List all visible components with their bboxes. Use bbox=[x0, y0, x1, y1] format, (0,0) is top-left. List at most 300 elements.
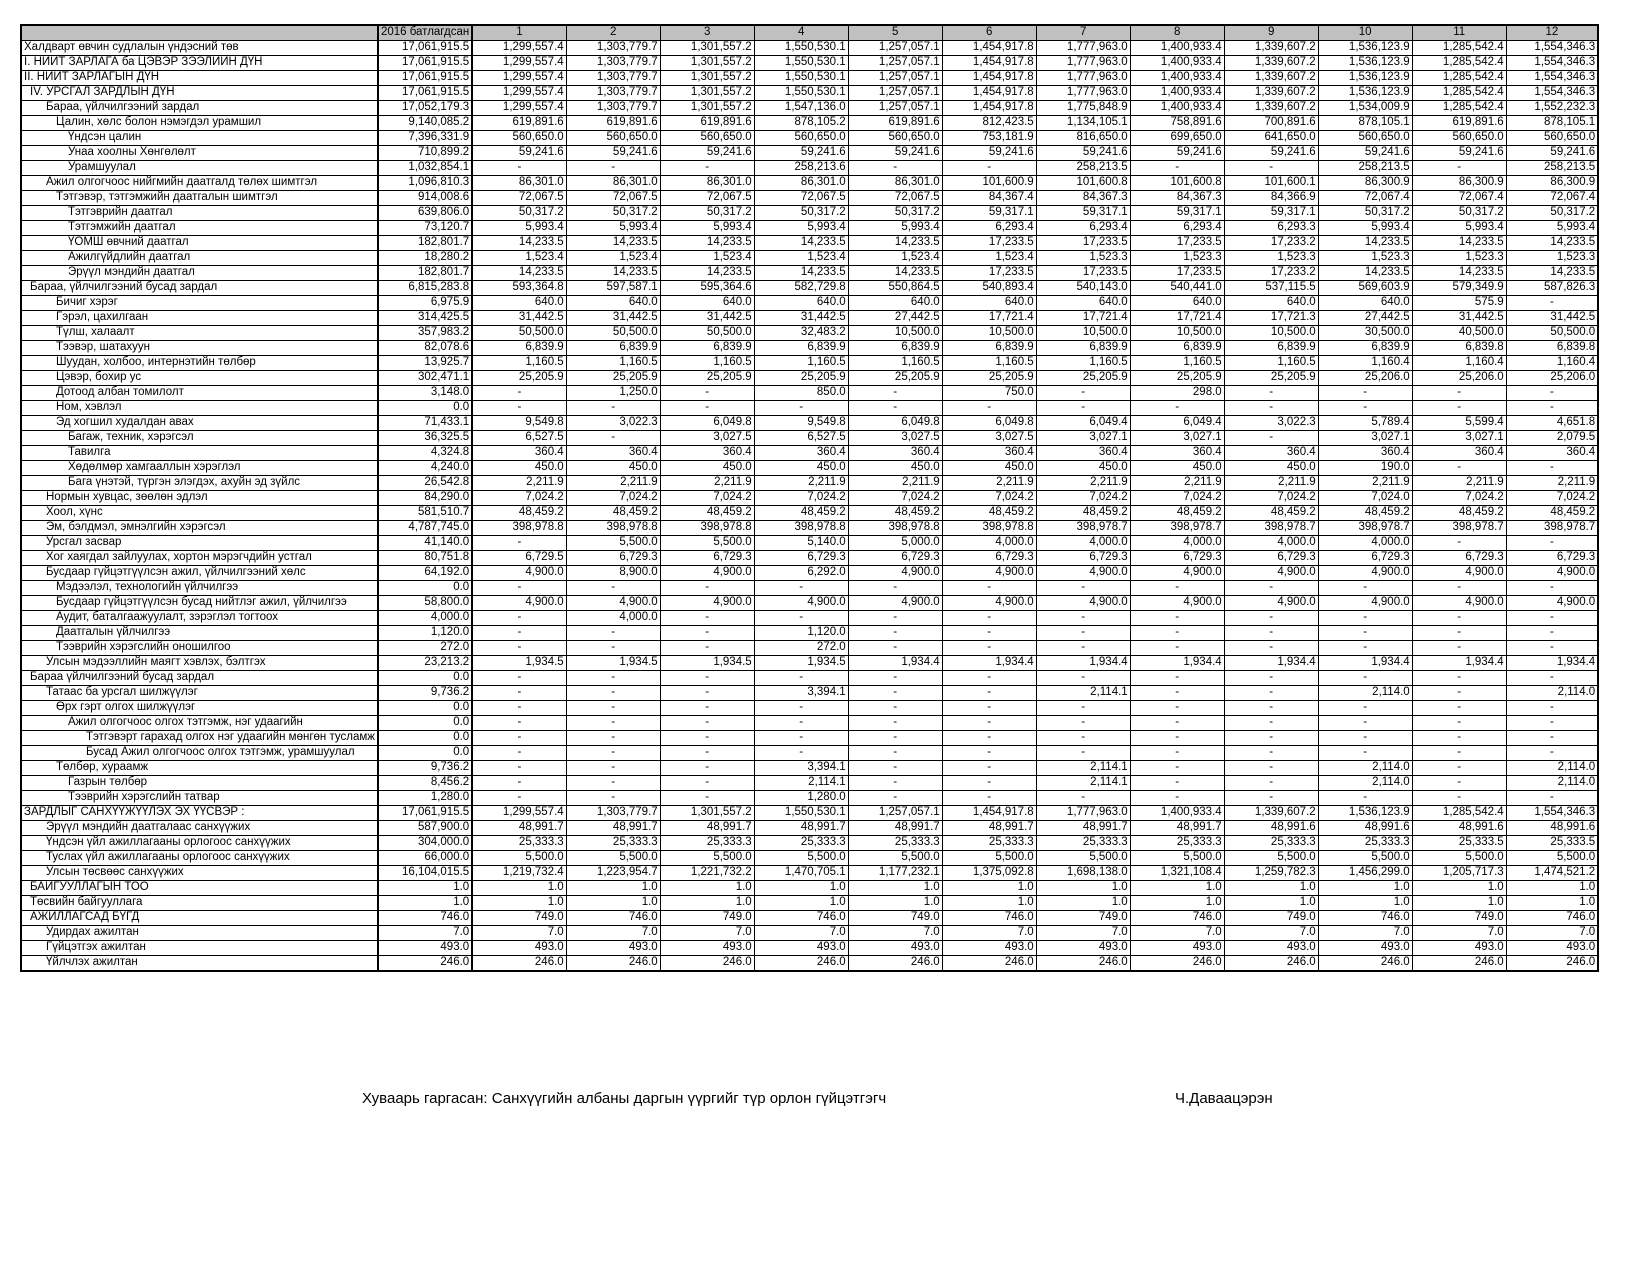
cell-month-6: - bbox=[942, 761, 1036, 776]
cell-month-5: 4,900.0 bbox=[848, 566, 942, 581]
cell-month-10: 5,993.4 bbox=[1318, 221, 1412, 236]
cell-month-7: - bbox=[1036, 716, 1130, 731]
table-row bbox=[21, 716, 1598, 731]
table-row bbox=[21, 341, 1598, 356]
cell-month-10: 50,317.2 bbox=[1318, 206, 1412, 221]
cell-month-5: - bbox=[848, 161, 942, 176]
cell-month-1: - bbox=[472, 761, 566, 776]
cell-month-5: 5,993.4 bbox=[848, 221, 942, 236]
table-row bbox=[21, 311, 1598, 326]
cell-month-7: 450.0 bbox=[1036, 461, 1130, 476]
cell-month-1: 6,839.9 bbox=[472, 341, 566, 356]
table-row bbox=[21, 611, 1598, 626]
cell-month-2: 7.0 bbox=[566, 926, 660, 941]
cell-month-11: - bbox=[1412, 776, 1506, 791]
cell-month-4: 450.0 bbox=[754, 461, 848, 476]
cell-month-8: 48,991.7 bbox=[1130, 821, 1224, 836]
cell-month-12: 86,300.9 bbox=[1506, 176, 1598, 191]
cell-month-11: 31,442.5 bbox=[1412, 311, 1506, 326]
cell-month-12: - bbox=[1506, 716, 1598, 731]
cell-month-10: 14,233.5 bbox=[1318, 236, 1412, 251]
cell-month-4: 48,459.2 bbox=[754, 506, 848, 521]
cell-month-12: 398,978.7 bbox=[1506, 521, 1598, 536]
cell-month-7: - bbox=[1036, 791, 1130, 806]
cell-month-6: - bbox=[942, 731, 1036, 746]
signer-name: Ч.Даваацэрэн bbox=[1175, 1090, 1273, 1107]
cell-month-1: 59,241.6 bbox=[472, 146, 566, 161]
cell-month-4: 32,483.2 bbox=[754, 326, 848, 341]
cell-month-11: - bbox=[1412, 716, 1506, 731]
cell-month-8: 7.0 bbox=[1130, 926, 1224, 941]
cell-month-12: 246.0 bbox=[1506, 956, 1598, 972]
cell-month-8: - bbox=[1130, 401, 1224, 416]
row-label: Тэтгэмжийн даатгал bbox=[21, 221, 378, 236]
prepared-by-text: Хуваарь гаргасан: Санхүүгийн албаны даргын үүргийг түр орлон гүйцэтгэгч bbox=[362, 1090, 887, 1107]
cell-month-5: 14,233.5 bbox=[848, 236, 942, 251]
table-row bbox=[21, 371, 1598, 386]
table-row bbox=[21, 821, 1598, 836]
cell-month-8: 1.0 bbox=[1130, 896, 1224, 911]
cell-month-9: 7,024.2 bbox=[1224, 491, 1318, 506]
cell-month-10: - bbox=[1318, 716, 1412, 731]
header-month-12: 12 bbox=[1506, 25, 1598, 41]
row-label: Үндсэн үйл ажиллагааны орлогоос санхүүжих bbox=[21, 836, 378, 851]
cell-month-5: 10,500.0 bbox=[848, 326, 942, 341]
cell-month-5: - bbox=[848, 761, 942, 776]
cell-month-10: - bbox=[1318, 791, 1412, 806]
cell-month-7: - bbox=[1036, 401, 1130, 416]
cell-approved: 914,008.6 bbox=[378, 191, 472, 206]
table-row bbox=[21, 116, 1598, 131]
cell-month-6: 48,459.2 bbox=[942, 506, 1036, 521]
cell-month-6: 493.0 bbox=[942, 941, 1036, 956]
cell-approved: 23,213.2 bbox=[378, 656, 472, 671]
cell-month-7: 25,205.9 bbox=[1036, 371, 1130, 386]
cell-month-9: - bbox=[1224, 701, 1318, 716]
cell-month-10: - bbox=[1318, 746, 1412, 761]
row-label: Бусад Ажил олгогчоос олгох тэтгэмж, урамшуулал bbox=[21, 746, 378, 761]
cell-approved: 0.0 bbox=[378, 746, 472, 761]
cell-month-6: 1,454,917.8 bbox=[942, 41, 1036, 56]
row-label: Татаас ба урсгал шилжүүлэг bbox=[21, 686, 378, 701]
cell-month-1: - bbox=[472, 581, 566, 596]
cell-month-2: 398,978.8 bbox=[566, 521, 660, 536]
table-row bbox=[21, 41, 1598, 56]
cell-month-6: - bbox=[942, 746, 1036, 761]
cell-month-7: 4,900.0 bbox=[1036, 566, 1130, 581]
cell-approved: 80,751.8 bbox=[378, 551, 472, 566]
table-row bbox=[21, 671, 1598, 686]
cell-month-11: 2,211.9 bbox=[1412, 476, 1506, 491]
cell-month-4: 3,394.1 bbox=[754, 686, 848, 701]
cell-month-4: 850.0 bbox=[754, 386, 848, 401]
table-row bbox=[21, 356, 1598, 371]
row-label: Төсвийн байгууллага bbox=[21, 896, 378, 911]
cell-month-1: 6,527.5 bbox=[472, 431, 566, 446]
cell-month-9: 641,650.0 bbox=[1224, 131, 1318, 146]
cell-month-3: - bbox=[660, 731, 754, 746]
cell-month-7: - bbox=[1036, 746, 1130, 761]
cell-month-5: - bbox=[848, 701, 942, 716]
header-month-8: 8 bbox=[1130, 25, 1224, 41]
cell-month-9: 246.0 bbox=[1224, 956, 1318, 972]
cell-month-8: 246.0 bbox=[1130, 956, 1224, 972]
cell-month-3: 246.0 bbox=[660, 956, 754, 972]
table-row bbox=[21, 251, 1598, 266]
cell-month-2: - bbox=[566, 626, 660, 641]
cell-month-1: 560,650.0 bbox=[472, 131, 566, 146]
cell-month-10: 6,839.9 bbox=[1318, 341, 1412, 356]
cell-month-7: 1,777,963.0 bbox=[1036, 56, 1130, 71]
cell-month-6: - bbox=[942, 401, 1036, 416]
row-label: II. НИЙТ ЗАРЛАГЫН ДҮН bbox=[21, 71, 378, 86]
cell-month-6: 101,600.9 bbox=[942, 176, 1036, 191]
cell-month-9: 6,839.9 bbox=[1224, 341, 1318, 356]
table-row bbox=[21, 491, 1598, 506]
cell-month-12: 5,993.4 bbox=[1506, 221, 1598, 236]
cell-month-10: 1,934.4 bbox=[1318, 656, 1412, 671]
cell-month-1: 9,549.8 bbox=[472, 416, 566, 431]
cell-month-1: 1,934.5 bbox=[472, 656, 566, 671]
cell-month-12: - bbox=[1506, 401, 1598, 416]
cell-month-4: 86,301.0 bbox=[754, 176, 848, 191]
cell-month-1: 5,993.4 bbox=[472, 221, 566, 236]
cell-month-5: 550,864.5 bbox=[848, 281, 942, 296]
cell-month-9: 1.0 bbox=[1224, 896, 1318, 911]
cell-month-2: 6,839.9 bbox=[566, 341, 660, 356]
cell-month-10: 4,000.0 bbox=[1318, 536, 1412, 551]
cell-month-2: 59,241.6 bbox=[566, 146, 660, 161]
cell-month-9: 1,339,607.2 bbox=[1224, 41, 1318, 56]
cell-month-8: 298.0 bbox=[1130, 386, 1224, 401]
cell-month-1: 1,299,557.4 bbox=[472, 41, 566, 56]
cell-month-6: - bbox=[942, 776, 1036, 791]
cell-month-1: - bbox=[472, 731, 566, 746]
cell-month-11: - bbox=[1412, 161, 1506, 176]
table-row bbox=[21, 176, 1598, 191]
cell-month-1: - bbox=[472, 716, 566, 731]
cell-month-5: 7.0 bbox=[848, 926, 942, 941]
cell-month-9: 4,900.0 bbox=[1224, 566, 1318, 581]
cell-month-4: 5,140.0 bbox=[754, 536, 848, 551]
cell-month-1: 1,299,557.4 bbox=[472, 56, 566, 71]
row-label: Цалин, хөлс болон нэмэгдэл урамшил bbox=[21, 116, 378, 131]
row-label: Тэтгэвэрт гарахад олгох нэг удаагийн мөнгөн тусламж bbox=[21, 731, 378, 746]
cell-month-11: 575.9 bbox=[1412, 296, 1506, 311]
cell-month-6: - bbox=[942, 701, 1036, 716]
cell-month-10: - bbox=[1318, 641, 1412, 656]
row-label: Бичиг хэрэг bbox=[21, 296, 378, 311]
cell-month-8: - bbox=[1130, 791, 1224, 806]
table-row bbox=[21, 851, 1598, 866]
cell-month-9: 6,293.3 bbox=[1224, 221, 1318, 236]
cell-month-11: - bbox=[1412, 686, 1506, 701]
cell-month-4: 1,470,705.1 bbox=[754, 866, 848, 881]
header-month-4: 4 bbox=[754, 25, 848, 41]
cell-month-4: 1,934.5 bbox=[754, 656, 848, 671]
cell-month-1: 1.0 bbox=[472, 881, 566, 896]
cell-approved: 73,120.7 bbox=[378, 221, 472, 236]
cell-month-10: 1,536,123.9 bbox=[1318, 86, 1412, 101]
cell-month-4: 582,729.8 bbox=[754, 281, 848, 296]
cell-month-5: 1,934.4 bbox=[848, 656, 942, 671]
cell-month-3: 7.0 bbox=[660, 926, 754, 941]
cell-month-7: 7,024.2 bbox=[1036, 491, 1130, 506]
cell-month-5: 619,891.6 bbox=[848, 116, 942, 131]
cell-month-7: 6,049.4 bbox=[1036, 416, 1130, 431]
row-label: Бага үнэтэй, түргэн элэгдэх, ахуйн эд зүйлс bbox=[21, 476, 378, 491]
cell-month-6: 25,205.9 bbox=[942, 371, 1036, 386]
cell-month-7: 2,114.1 bbox=[1036, 686, 1130, 701]
cell-month-12: 1,554,346.3 bbox=[1506, 806, 1598, 821]
cell-month-7: 640.0 bbox=[1036, 296, 1130, 311]
cell-month-8: 758,891.6 bbox=[1130, 116, 1224, 131]
table-row bbox=[21, 296, 1598, 311]
cell-month-4: 258,213.6 bbox=[754, 161, 848, 176]
cell-month-6: 1,454,917.8 bbox=[942, 71, 1036, 86]
table-row bbox=[21, 956, 1598, 972]
cell-month-12: 1,554,346.3 bbox=[1506, 41, 1598, 56]
cell-month-7: 1,160.5 bbox=[1036, 356, 1130, 371]
cell-month-5: - bbox=[848, 641, 942, 656]
cell-month-11: 749.0 bbox=[1412, 911, 1506, 926]
cell-month-8: 540,441.0 bbox=[1130, 281, 1224, 296]
cell-month-11: 1,160.4 bbox=[1412, 356, 1506, 371]
cell-approved: 9,140,085.2 bbox=[378, 116, 472, 131]
table-row bbox=[21, 806, 1598, 821]
cell-month-9: 360.4 bbox=[1224, 446, 1318, 461]
cell-month-1: - bbox=[472, 671, 566, 686]
cell-month-7: 1.0 bbox=[1036, 896, 1130, 911]
cell-month-9: 84,366.9 bbox=[1224, 191, 1318, 206]
cell-month-8: - bbox=[1130, 761, 1224, 776]
cell-month-12: 6,839.8 bbox=[1506, 341, 1598, 356]
row-label: Тэтгэврийн даатгал bbox=[21, 206, 378, 221]
cell-month-4: 1,120.0 bbox=[754, 626, 848, 641]
table-row bbox=[21, 551, 1598, 566]
cell-month-1: 398,978.8 bbox=[472, 521, 566, 536]
cell-month-3: - bbox=[660, 776, 754, 791]
cell-month-1: 25,333.3 bbox=[472, 836, 566, 851]
cell-month-2: 1,303,779.7 bbox=[566, 101, 660, 116]
cell-month-4: 59,241.6 bbox=[754, 146, 848, 161]
cell-month-8: 6,293.4 bbox=[1130, 221, 1224, 236]
cell-month-4: 31,442.5 bbox=[754, 311, 848, 326]
cell-month-6: 59,317.1 bbox=[942, 206, 1036, 221]
cell-month-9: 493.0 bbox=[1224, 941, 1318, 956]
cell-month-10: - bbox=[1318, 701, 1412, 716]
cell-month-12: - bbox=[1506, 581, 1598, 596]
table-row bbox=[21, 791, 1598, 806]
cell-month-12: 878,105.1 bbox=[1506, 116, 1598, 131]
cell-month-3: 749.0 bbox=[660, 911, 754, 926]
cell-month-7: 7.0 bbox=[1036, 926, 1130, 941]
cell-approved: 17,061,915.5 bbox=[378, 806, 472, 821]
cell-month-2: 1,303,779.7 bbox=[566, 56, 660, 71]
cell-month-7: 1,934.4 bbox=[1036, 656, 1130, 671]
cell-month-7: 6,729.3 bbox=[1036, 551, 1130, 566]
cell-month-11: 50,317.2 bbox=[1412, 206, 1506, 221]
cell-month-1: 14,233.5 bbox=[472, 236, 566, 251]
cell-month-1: - bbox=[472, 401, 566, 416]
cell-month-5: 50,317.2 bbox=[848, 206, 942, 221]
cell-month-2: 86,301.0 bbox=[566, 176, 660, 191]
cell-month-4: 3,394.1 bbox=[754, 761, 848, 776]
cell-month-3: 5,993.4 bbox=[660, 221, 754, 236]
cell-month-4: 6,839.9 bbox=[754, 341, 848, 356]
row-label: Тээврийн хэрэгслийн оношилгоо bbox=[21, 641, 378, 656]
cell-month-4: 246.0 bbox=[754, 956, 848, 972]
cell-month-6: - bbox=[942, 791, 1036, 806]
cell-month-5: 1,257,057.1 bbox=[848, 56, 942, 71]
cell-month-6: - bbox=[942, 716, 1036, 731]
cell-month-3: - bbox=[660, 761, 754, 776]
cell-month-4: 6,729.3 bbox=[754, 551, 848, 566]
cell-month-9: 1.0 bbox=[1224, 881, 1318, 896]
cell-month-1: 86,301.0 bbox=[472, 176, 566, 191]
cell-month-8: 450.0 bbox=[1130, 461, 1224, 476]
cell-month-3: 25,333.3 bbox=[660, 836, 754, 851]
cell-month-5: - bbox=[848, 731, 942, 746]
cell-approved: 4,000.0 bbox=[378, 611, 472, 626]
cell-month-8: 6,049.4 bbox=[1130, 416, 1224, 431]
cell-month-10: 1,536,123.9 bbox=[1318, 56, 1412, 71]
cell-month-5: 1,160.5 bbox=[848, 356, 942, 371]
cell-month-8: 1,321,108.4 bbox=[1130, 866, 1224, 881]
cell-month-4: 1,550,530.1 bbox=[754, 86, 848, 101]
row-label: Улсын мэдээллийн маягт хэвлэх, бэлтгэх bbox=[21, 656, 378, 671]
cell-month-7: 6,839.9 bbox=[1036, 341, 1130, 356]
cell-month-3: 72,067.5 bbox=[660, 191, 754, 206]
cell-month-9: 10,500.0 bbox=[1224, 326, 1318, 341]
cell-month-8: 1,400,933.4 bbox=[1130, 806, 1224, 821]
row-label: Ажилгүйдлийн даатгал bbox=[21, 251, 378, 266]
cell-month-8: - bbox=[1130, 716, 1224, 731]
cell-month-12: 31,442.5 bbox=[1506, 311, 1598, 326]
cell-approved: 41,140.0 bbox=[378, 536, 472, 551]
cell-month-7: 2,211.9 bbox=[1036, 476, 1130, 491]
cell-month-11: 25,206.0 bbox=[1412, 371, 1506, 386]
table-row bbox=[21, 566, 1598, 581]
cell-month-12: - bbox=[1506, 611, 1598, 626]
cell-month-8: 1,400,933.4 bbox=[1130, 71, 1224, 86]
cell-month-6: 746.0 bbox=[942, 911, 1036, 926]
cell-month-2: 72,067.5 bbox=[566, 191, 660, 206]
cell-month-11: 1,934.4 bbox=[1412, 656, 1506, 671]
cell-month-8: 4,900.0 bbox=[1130, 566, 1224, 581]
row-label: Бусдаар гүйцэтгүүлсэн ажил, үйлчилгээний хөлс bbox=[21, 566, 378, 581]
cell-month-8: 6,729.3 bbox=[1130, 551, 1224, 566]
cell-month-7: 360.4 bbox=[1036, 446, 1130, 461]
cell-month-11: 560,650.0 bbox=[1412, 131, 1506, 146]
cell-month-3: 1.0 bbox=[660, 896, 754, 911]
cell-month-5: 1,257,057.1 bbox=[848, 806, 942, 821]
cell-month-5: 493.0 bbox=[848, 941, 942, 956]
table-row bbox=[21, 761, 1598, 776]
cell-month-1: 1,523.4 bbox=[472, 251, 566, 266]
cell-month-9: - bbox=[1224, 581, 1318, 596]
cell-month-6: 4,000.0 bbox=[942, 536, 1036, 551]
row-label: Тээврийн хэрэгслийн татвар bbox=[21, 791, 378, 806]
cell-month-10: 560,650.0 bbox=[1318, 131, 1412, 146]
row-label: Бараа, үйлчилгээний зардал bbox=[21, 101, 378, 116]
cell-month-9: 1,339,607.2 bbox=[1224, 71, 1318, 86]
cell-month-6: 1,934.4 bbox=[942, 656, 1036, 671]
row-label: Өрх гэрт олгох шилжүүлэг bbox=[21, 701, 378, 716]
cell-month-3: 6,839.9 bbox=[660, 341, 754, 356]
cell-month-6: 6,729.3 bbox=[942, 551, 1036, 566]
cell-month-1: 5,500.0 bbox=[472, 851, 566, 866]
cell-month-6: 1,160.5 bbox=[942, 356, 1036, 371]
table-row bbox=[21, 266, 1598, 281]
cell-month-9: 17,721.3 bbox=[1224, 311, 1318, 326]
cell-month-6: 540,893.4 bbox=[942, 281, 1036, 296]
table-row bbox=[21, 461, 1598, 476]
cell-month-10: - bbox=[1318, 581, 1412, 596]
cell-month-6: 84,367.4 bbox=[942, 191, 1036, 206]
cell-month-1: - bbox=[472, 386, 566, 401]
cell-month-4: - bbox=[754, 581, 848, 596]
cell-month-12: 1,554,346.3 bbox=[1506, 86, 1598, 101]
cell-month-11: - bbox=[1412, 731, 1506, 746]
cell-month-3: 14,233.5 bbox=[660, 236, 754, 251]
cell-month-7: 48,991.7 bbox=[1036, 821, 1130, 836]
cell-month-12: - bbox=[1506, 536, 1598, 551]
cell-approved: 6,975.9 bbox=[378, 296, 472, 311]
cell-month-12: - bbox=[1506, 791, 1598, 806]
cell-month-3: 4,900.0 bbox=[660, 596, 754, 611]
cell-month-1: 72,067.5 bbox=[472, 191, 566, 206]
cell-month-7: 1,777,963.0 bbox=[1036, 41, 1130, 56]
cell-month-7: 2,114.1 bbox=[1036, 761, 1130, 776]
table-row bbox=[21, 866, 1598, 881]
cell-month-12: 746.0 bbox=[1506, 911, 1598, 926]
row-label: Халдварт өвчин судлалын үндэсний төв bbox=[21, 41, 378, 56]
cell-approved: 302,471.1 bbox=[378, 371, 472, 386]
cell-month-12: 50,317.2 bbox=[1506, 206, 1598, 221]
cell-month-1: 48,991.7 bbox=[472, 821, 566, 836]
cell-month-7: 246.0 bbox=[1036, 956, 1130, 972]
cell-month-10: 3,027.1 bbox=[1318, 431, 1412, 446]
cell-month-5: 3,027.5 bbox=[848, 431, 942, 446]
cell-month-11: 6,729.3 bbox=[1412, 551, 1506, 566]
cell-month-9: - bbox=[1224, 386, 1318, 401]
header-month-10: 10 bbox=[1318, 25, 1412, 41]
cell-month-5: - bbox=[848, 401, 942, 416]
cell-month-3: 5,500.0 bbox=[660, 851, 754, 866]
row-label: Урамшуулал bbox=[21, 161, 378, 176]
cell-month-11: 4,900.0 bbox=[1412, 596, 1506, 611]
cell-month-4: 50,317.2 bbox=[754, 206, 848, 221]
cell-month-9: - bbox=[1224, 746, 1318, 761]
cell-month-9: 59,317.1 bbox=[1224, 206, 1318, 221]
cell-approved: 1,120.0 bbox=[378, 626, 472, 641]
cell-month-7: 1,777,963.0 bbox=[1036, 71, 1130, 86]
cell-approved: 1,032,854.1 bbox=[378, 161, 472, 176]
cell-month-3: 1,301,557.2 bbox=[660, 806, 754, 821]
cell-month-12: 2,114.0 bbox=[1506, 686, 1598, 701]
cell-approved: 587,900.0 bbox=[378, 821, 472, 836]
table-row bbox=[21, 581, 1598, 596]
header-month-7: 7 bbox=[1036, 25, 1130, 41]
cell-month-10: 398,978.7 bbox=[1318, 521, 1412, 536]
cell-month-3: - bbox=[660, 791, 754, 806]
cell-month-10: 14,233.5 bbox=[1318, 266, 1412, 281]
cell-month-11: - bbox=[1412, 626, 1506, 641]
cell-month-1: 619,891.6 bbox=[472, 116, 566, 131]
cell-approved: 84,290.0 bbox=[378, 491, 472, 506]
cell-month-12: 2,114.0 bbox=[1506, 761, 1598, 776]
